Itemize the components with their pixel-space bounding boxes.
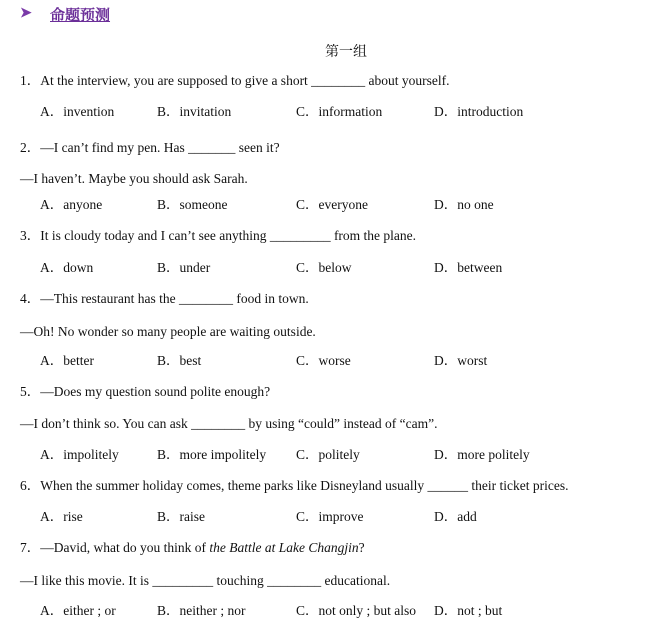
question-1-option-d: D．introduction — [434, 104, 524, 119]
question-4-option-a: A．better — [40, 353, 94, 368]
question-7-stem-suffix: ? — [358, 540, 365, 555]
question-4-option-d: D．worst — [434, 353, 488, 368]
question-3-option-a: A．down — [40, 260, 94, 275]
question-7-response: —I like this movie. It is _________ touching ________ educational. — [20, 573, 391, 588]
question-2-stem: 2．—I can’t find my pen. Has _______ seen it? — [20, 140, 280, 155]
question-3-option-c: C．below — [296, 260, 352, 275]
question-7-option-c: C．not only ; but also — [296, 603, 417, 618]
question-2-response: —I haven’t. Maybe you should ask Sarah. — [20, 171, 248, 186]
question-2-option-c: C．everyone — [296, 197, 368, 212]
question-5-option-b: B．more impolitely — [157, 447, 267, 462]
question-7-option-d: D．not ; but — [434, 603, 503, 618]
question-7-stem — [20, 539, 365, 557]
question-1-stem: 1．At the interview, you are supposed to give a short ________ about yourself. — [20, 73, 450, 88]
question-5-stem: 5．—Does my question sound polite enough? — [20, 384, 271, 399]
question-6-option-c: C．improve — [296, 509, 364, 524]
section-title: 命题预测 — [50, 6, 111, 24]
question-7-option-a: A．either ; or — [40, 603, 116, 618]
question-7-stem-prefix: 7．—David, what do you think of — [20, 540, 210, 555]
question-1-option-c: C．information — [296, 104, 383, 119]
question-5-response: —I don’t think so. You can ask ________ by using “could” instead of “cam”. — [20, 416, 438, 431]
question-5-option-d: D．more politely — [434, 447, 530, 462]
question-3-option-d: D．between — [434, 260, 503, 275]
section-arrow-icon: ➤ — [20, 6, 32, 21]
question-5-option-a: A．impolitely — [40, 447, 119, 462]
question-4-option-b: B．best — [157, 353, 202, 368]
question-6-option-d: D．add — [434, 509, 477, 524]
question-6-option-a: A．rise — [40, 509, 83, 524]
question-3-option-b: B．under — [157, 260, 211, 275]
question-2-option-a: A．anyone — [40, 197, 103, 212]
question-5-option-c: C．politely — [296, 447, 360, 462]
group-title: 第一组 — [325, 44, 367, 60]
question-6-option-b: B．raise — [157, 509, 205, 524]
question-2-option-b: B．someone — [157, 197, 228, 212]
question-1-option-a: A．invention — [40, 104, 115, 119]
question-4-option-c: C．worse — [296, 353, 351, 368]
question-1-option-b: B．invitation — [157, 104, 232, 119]
question-2-option-d: D．no one — [434, 197, 494, 212]
question-4-response: —Oh! No wonder so many people are waiting outside. — [20, 324, 316, 339]
question-4-stem: 4．—This restaurant has the ________ food in town. — [20, 291, 309, 306]
question-7-option-b: B．neither ; nor — [157, 603, 246, 618]
question-6-stem: 6．When the summer holiday comes, theme parks like Disneyland usually ______ their ticket prices. — [20, 478, 569, 493]
question-7-movie-title: the Battle at Lake Changjin — [209, 540, 359, 555]
question-3-stem: 3．It is cloudy today and I can’t see anything _________ from the plane. — [20, 228, 417, 243]
